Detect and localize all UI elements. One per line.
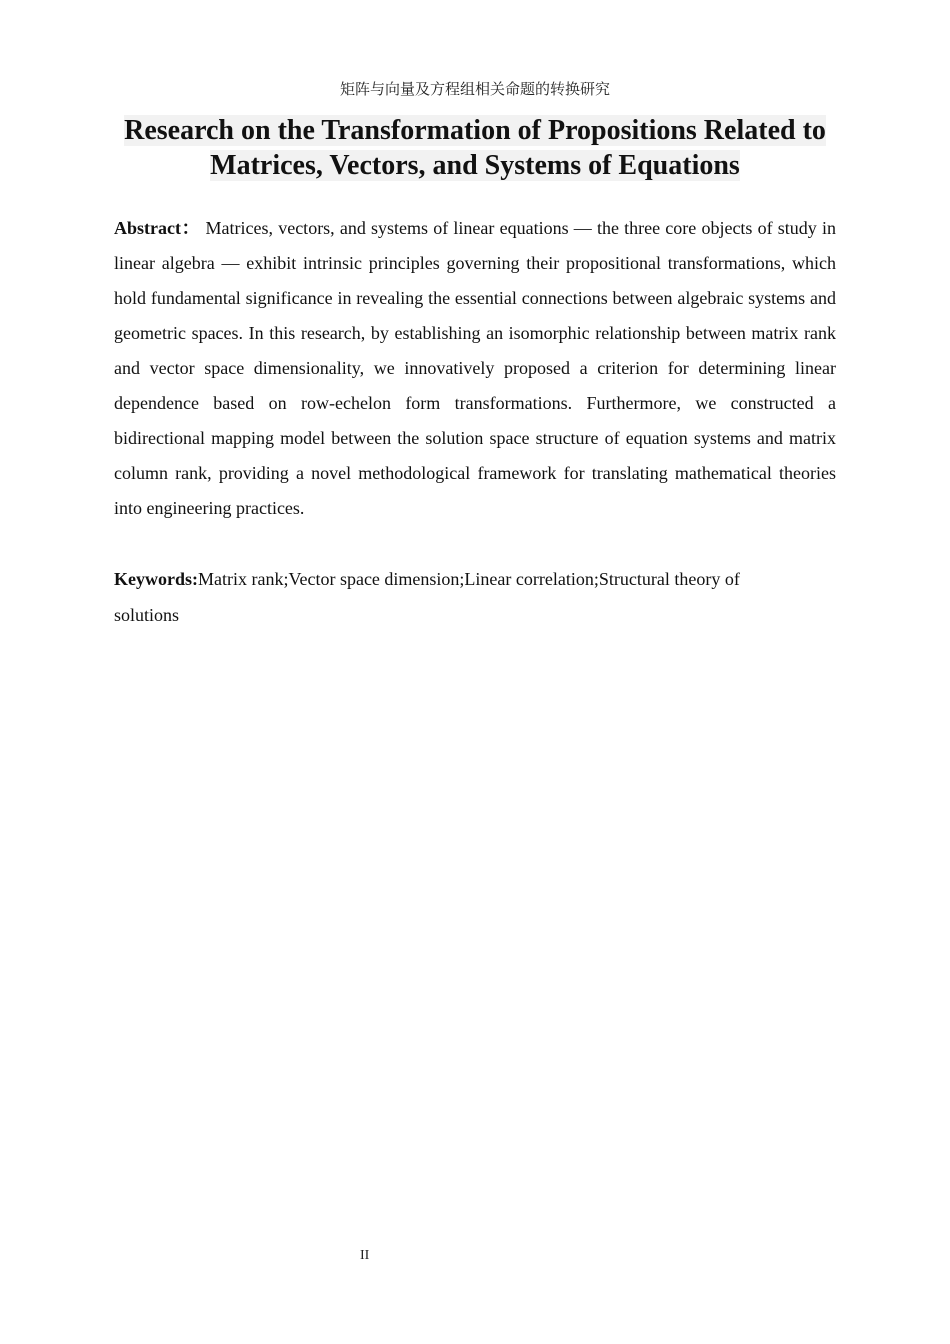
keywords-text: Matrix rank;Vector space dimension;Linear correlation;Structural theory of solutions	[114, 569, 740, 625]
page-number: II	[360, 1248, 370, 1263]
abstract-paragraph	[114, 211, 836, 526]
paper-title	[114, 113, 836, 183]
keywords-paragraph	[114, 561, 794, 633]
running-header: 矩阵与向量及方程组相关命题的转换研究	[339, 80, 610, 98]
abstract-text: Matrices, vectors, and systems of linear equations — the three core objects of study in linear algebra — exhibit intrinsic principles governing their propositional transformations, which hold fundamental significance in revealing the essential connections between algebraic systems and geometric spaces. In this research, by establishing an isomorphic relationship between matrix rank and vector space dimensionality, we innovatively proposed a criterion for determining linear dependence based on row-echelon form transformations. Furthermore, we constructed a bidirectional mapping model between the solution space structure of equation systems and matrix column rank, providing a novel methodological framework for translating mathematical theories into engineering practices.	[114, 218, 836, 518]
keywords-label: Keywords:	[114, 569, 198, 589]
paper-title-text: Research on the Transformation of Propositions Related to Matrices, Vectors, and Systems of Equations	[124, 115, 826, 181]
abstract-label: Abstract：	[114, 218, 201, 238]
